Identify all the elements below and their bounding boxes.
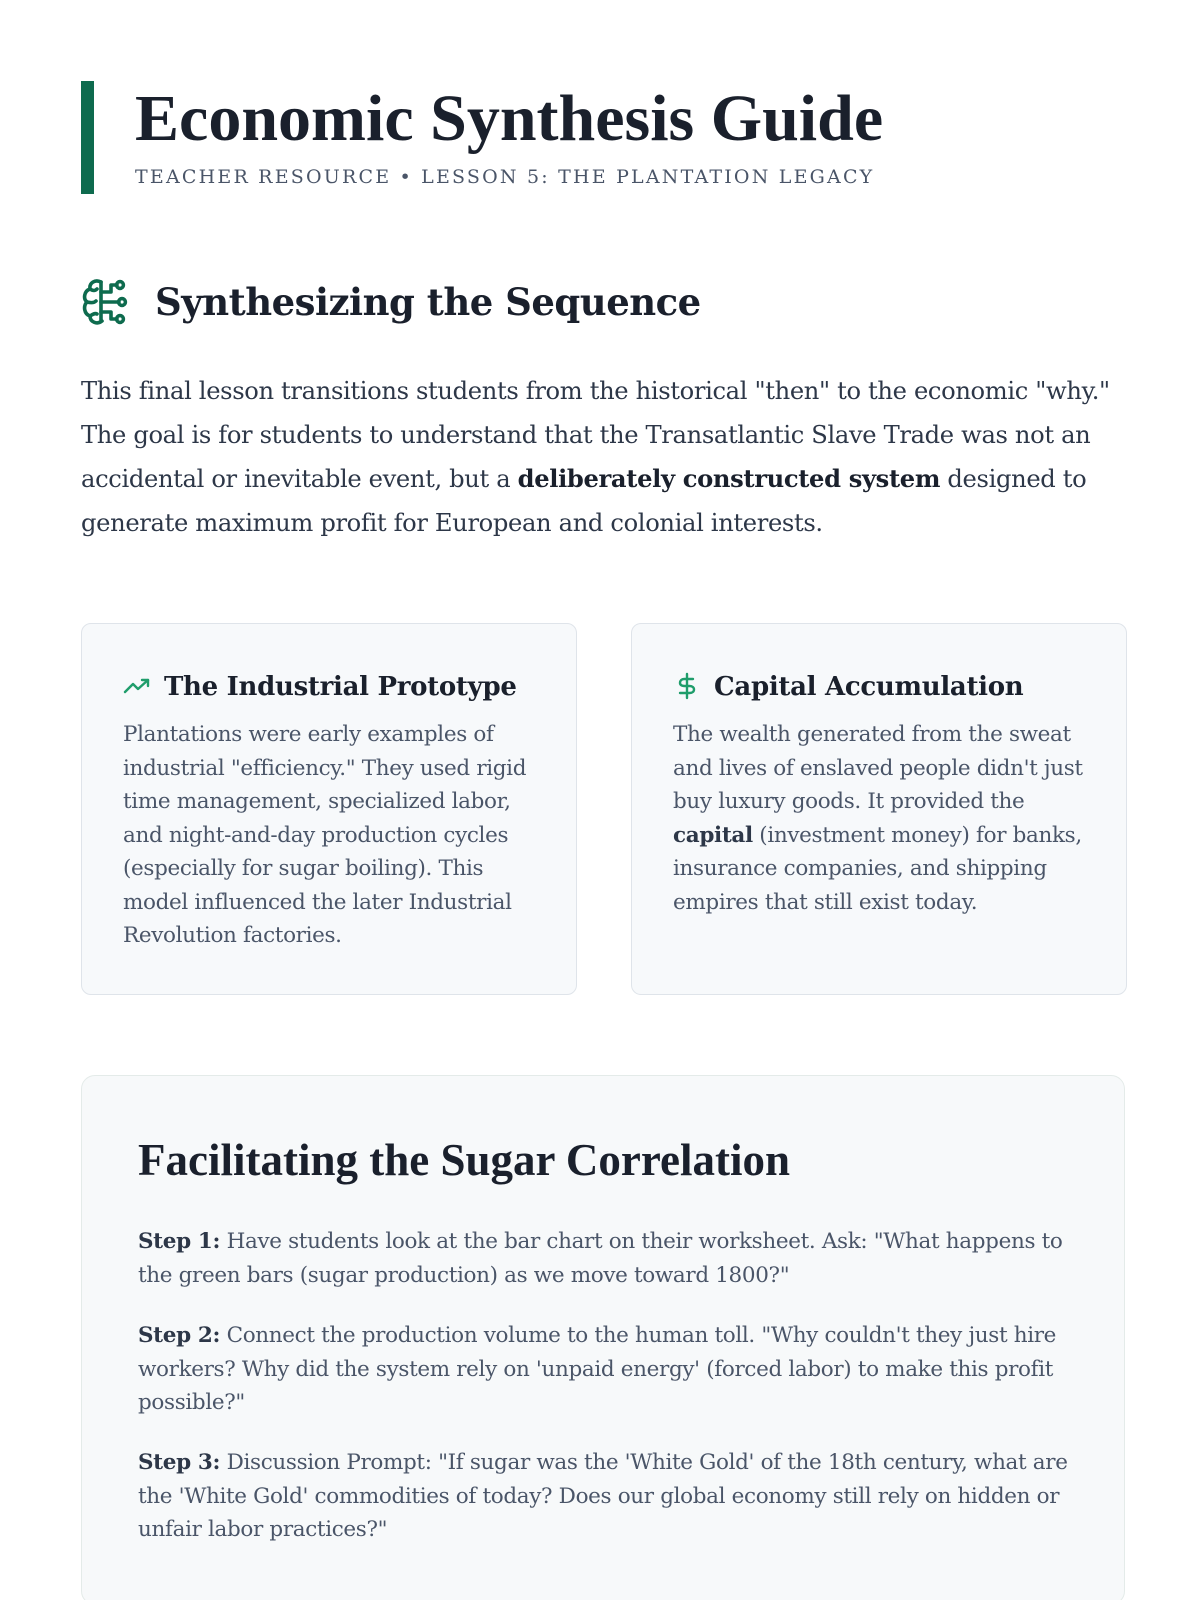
card-title: Capital Accumulation <box>714 672 1024 702</box>
facilitation-panel <box>81 1075 1125 1600</box>
intro-paragraph <box>81 370 1141 545</box>
card-header <box>123 666 563 706</box>
section-heading <box>81 274 1081 330</box>
card-emphasis: capital <box>673 822 753 848</box>
capital-accumulation-card <box>631 623 1127 995</box>
step-label: Step 1: <box>138 1229 221 1254</box>
card-body: Plantations were early examples of industrial "efficiency." They used rigid time management, specialized labor, and night-and-day production cycles (especially for sugar boiling). This model influenced the later Industrial Revolution factories. <box>123 722 527 948</box>
header-accent-bar <box>81 81 94 194</box>
step-text: Have students look at the bar chart on their worksheet. Ask: "What happens to the green bars (sugar production) as we move toward 1800?" <box>138 1229 1063 1288</box>
page-subtitle: TEACHER RESOURCE • LESSON 5: THE PLANTATION LEGACY <box>135 166 875 188</box>
step-text: Discussion Prompt: "If sugar was the 'White Gold' of the 18th century, what are the 'White Gold' commodities of today? Does our global economy still rely on hidden or unfair labor practices?" <box>138 1450 1068 1542</box>
step-label: Step 3: <box>138 1450 221 1475</box>
step-item <box>138 1225 1088 1292</box>
step-item <box>138 1319 1088 1420</box>
card-text-end: (investment money) for banks, insurance companies, and shipping empires that still exist today. <box>673 822 1082 915</box>
step-text: Connect the production volume to the human toll. "Why couldn't they just hire workers? Why did the system rely on 'unpaid energy' (forced labor) to make this profit possible?" <box>138 1323 1057 1415</box>
intro-emphasis: deliberately constructed system <box>517 464 941 493</box>
card-title: The Industrial Prototype <box>164 672 517 702</box>
page-title: Economic Synthesis Guide <box>135 82 884 155</box>
dollar-icon <box>673 672 701 700</box>
intro-text-start: This final lesson transitions students from the historical "then" to the economic "why." The goal is for students to understand that the Transatlantic Slave Trade was not an accidental or inevitable event, but a <box>81 377 1110 493</box>
facilitation-title: Facilitating the Sugar Correlation <box>138 1135 791 1185</box>
intro-text-end: designed to generate maximum profit for European and colonial interests. <box>81 465 1087 537</box>
section-title: Synthesizing the Sequence <box>155 280 701 324</box>
card-text-start: The wealth generated from the sweat and lives of enslaved people didn't just buy luxury goods. It provided the <box>673 722 1083 814</box>
brain-icon <box>81 276 129 326</box>
card-header <box>673 666 1113 706</box>
step-label: Step 2: <box>138 1323 221 1348</box>
page-header <box>81 81 1081 194</box>
trending-up-icon <box>123 672 151 700</box>
card-body <box>673 718 1093 919</box>
step-item <box>138 1446 1088 1547</box>
industrial-prototype-card <box>81 623 577 995</box>
